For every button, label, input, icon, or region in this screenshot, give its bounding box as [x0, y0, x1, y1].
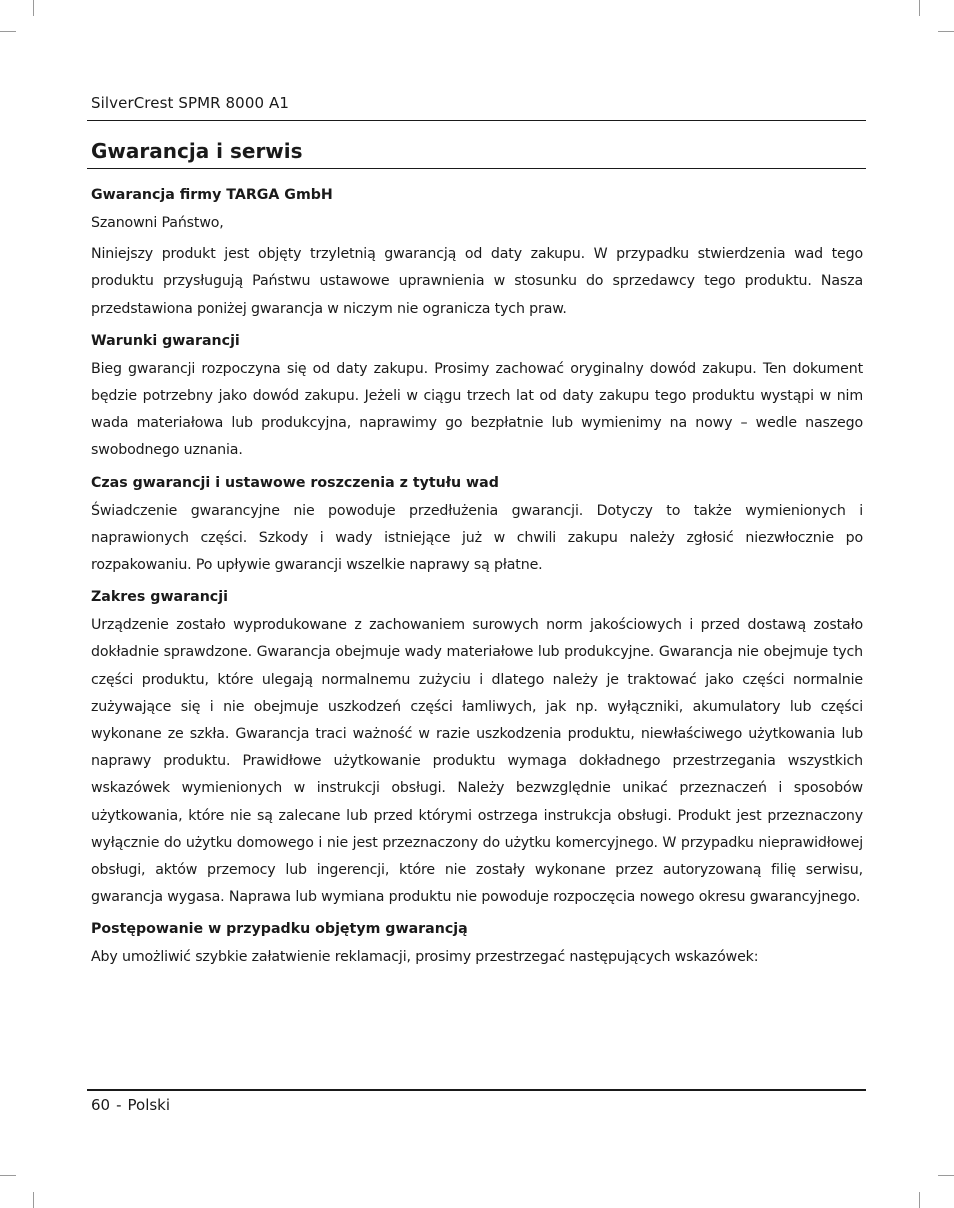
section-heading: Gwarancja firmy TARGA GmbH [91, 187, 333, 203]
paragraph: Niniejszy produkt jest objęty trzyletnią gwarancją od daty zakupu. W przypadku stwierdzenia wad tego produktu przysługują Państwu ustawowe uprawnienia w stosunku do sprzedawcy tego produktu. Nasza przedstawiona poniżej gwarancja w niczym nie ogranicza tych praw. [91, 246, 863, 317]
crop-mark [938, 1175, 954, 1176]
section-heading: Warunki gwarancji [91, 332, 240, 349]
paragraph: Świadczenie gwarancyjne nie powoduje przedłużenia gwarancji. Dotyczy to także wymienionych i naprawionych części. Szkody i wady istniejące już w chwili zakupu należy zgłosić niezwłocznie po rozpakowaniu. Po upływie gwarancji wszelkie naprawy są płatne. [91, 502, 863, 574]
crop-mark [919, 0, 920, 16]
section-warranty-scope [91, 584, 863, 911]
running-header: SilverCrest SPMR 8000 A1 [91, 94, 289, 112]
salutation: Szanowni Państwo, [91, 215, 224, 231]
crop-mark [33, 0, 34, 16]
footer-rule [87, 1089, 866, 1091]
header-rule [87, 120, 866, 121]
section-warranty-conditions [91, 328, 863, 465]
section-heading: Zakres gwarancji [91, 589, 228, 606]
crop-mark [0, 1175, 16, 1176]
section-heading: Postępowanie w przypadku objętym gwarancją [91, 921, 468, 938]
page-title: Gwarancja i serwis [91, 139, 303, 163]
footer-language: Polski [127, 1096, 171, 1114]
document-body [91, 182, 863, 977]
section-heading: Czas gwarancji i ustawowe roszczenia z tytułu wad [91, 474, 499, 491]
title-rule [87, 168, 866, 169]
paragraph: Aby umożliwić szybkie załatwienie reklamacji, prosimy przestrzegać następujących wskazówek: [91, 949, 759, 966]
paragraph: Urządzenie zostało wyprodukowane z zachowaniem surowych norm jakościowych i przed dostawą zostało dokładnie sprawdzone. Gwarancja obejmuje wady materiałowe lub produkcyjne. Gwarancja nie obejmuje tych części produktu, które ulegają normalnemu zużyciu i dlatego należy je traktować jako części normalnie zużywające się i nie obejmuje uszkodzeń części łamliwych, jak np. wyłączniki, akumulatory lub części wykonane ze szkła. Gwarancja traci ważność w razie uszkodzenia produktu, niewłaściwego użytkowania lub naprawy produktu. Prawidłowe użytkowanie produktu wymaga dokładnego przestrzegania wszystkich wskazówek wymienionych w instrukcji obsługi. Należy bezwzględnie unikać przeznaczeń i sposobów użytkowania, które nie są zalecane lub przed którymi ostrzega instrukcja obsługi. Produkt jest przeznaczony wyłącznie do użytku domowego i nie jest przeznaczony do użytku komercyjnego. W przypadku nieprawidłowej obsługi, aktów przemocy lub ingerencji, które nie zostały wykonane przez autoryzowaną filię serwisu, gwarancja wygasa. Naprawa lub wymiana produktu nie powoduje rozpoczęcia nowego okresu gwarancyjnego. [91, 617, 863, 906]
section-warranty-procedure [91, 916, 863, 971]
page-footer [91, 1096, 170, 1114]
crop-mark [33, 1192, 34, 1208]
section-warranty-period [91, 470, 863, 580]
crop-mark [919, 1192, 920, 1208]
page-number: 60 [91, 1096, 111, 1114]
crop-mark [0, 31, 16, 32]
section-warranty-targa [91, 182, 863, 323]
paragraph: Bieg gwarancji rozpoczyna się od daty zakupu. Prosimy zachować oryginalny dowód zakupu. Ten dokument będzie potrzebny jako dowód zakupu. Jeżeli w ciągu trzech lat od daty zakupu tego produktu wystąpi w nim wada materiałowa lub produkcyjna, naprawimy go bezpłatnie lub wymienimy na nowy – wedle naszego swobodnego uznania. [91, 360, 863, 459]
crop-mark [938, 31, 954, 32]
footer-separator: - [116, 1096, 122, 1114]
